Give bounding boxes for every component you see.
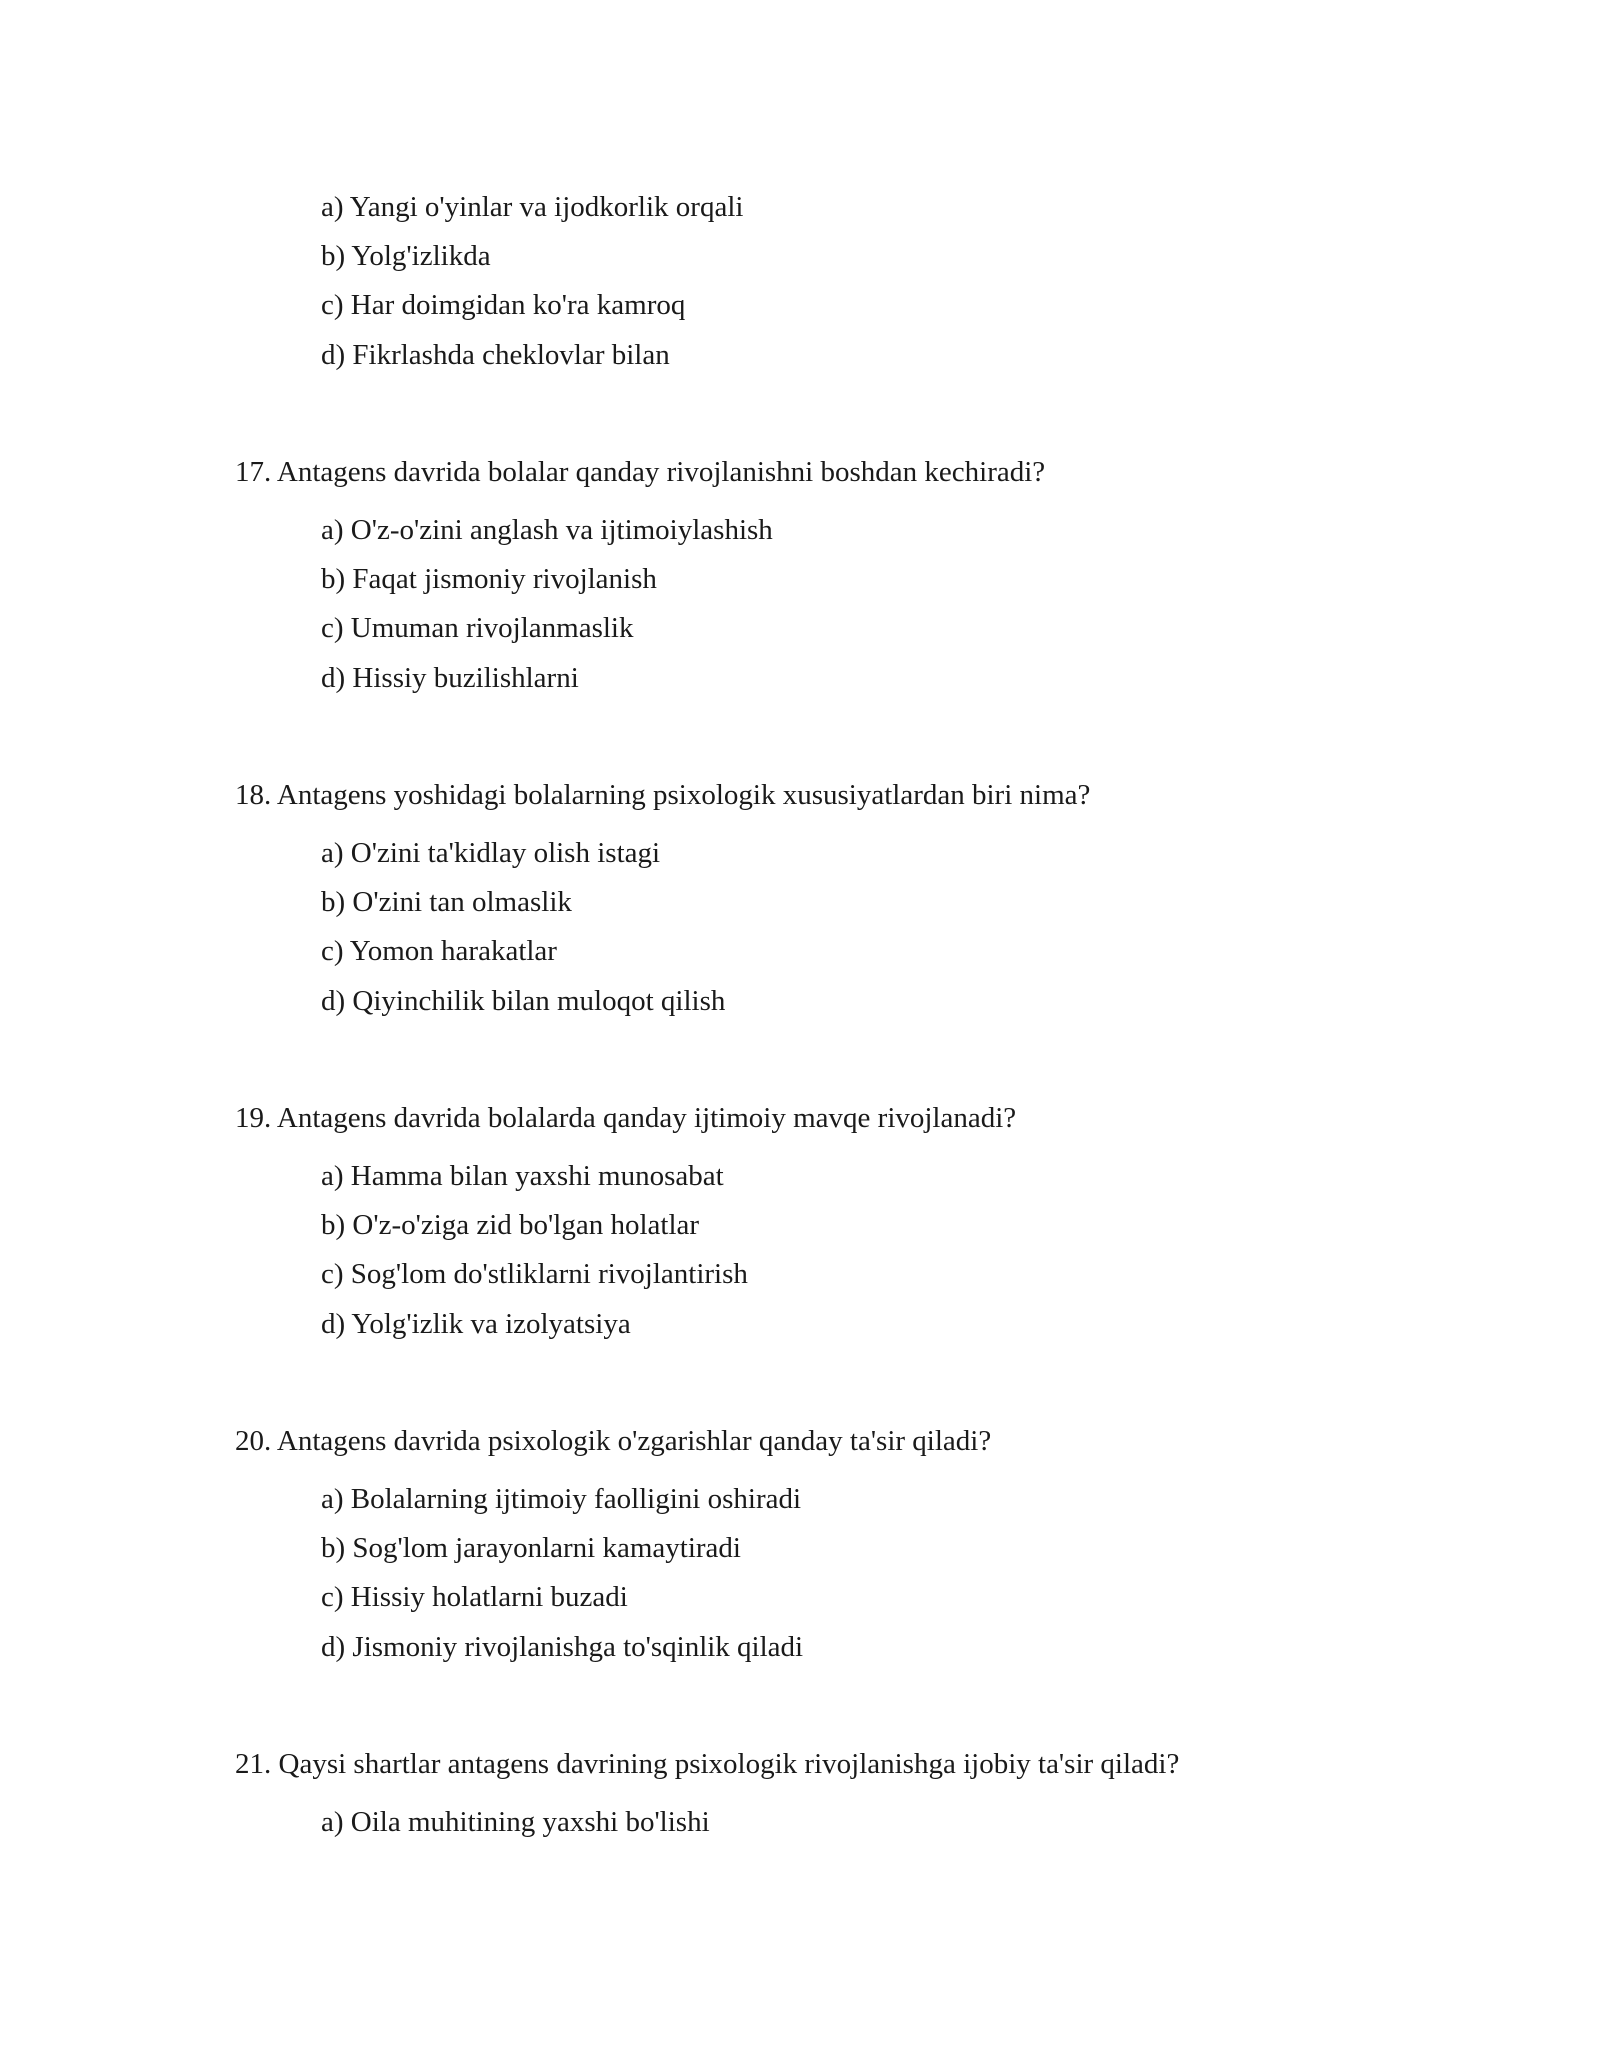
question-text: 21. Qaysi shartlar antagens davrining psixologik rivojlanishga ijobiy ta'sir qiladi? [235,1748,1180,1780]
option-text: d) Hissiy buzilishlarni [321,662,579,694]
option-text: d) Jismoniy rivojlanishga to'sqinlik qiladi [321,1631,804,1663]
option-text: a) Bolalarning ijtimoiy faolligini oshiradi [321,1483,802,1515]
option-text: d) Yolg'izlik va izolyatsiya [321,1308,631,1340]
option-text: b) O'zini tan olmaslik [321,886,572,918]
option-text: d) Qiyinchilik bilan muloqot qilish [321,985,726,1017]
option-text: a) Oila muhitining yaxshi bo'lishi [321,1806,710,1838]
option-text: a) O'z-o'zini anglash va ijtimoiylashish [321,514,773,546]
option-text: b) Faqat jismoniy rivojlanish [321,563,657,595]
question-text: 18. Antagens yoshidagi bolalarning psixologik xususiyatlardan biri nima? [235,779,1091,811]
option-text: b) O'z-o'ziga zid bo'lgan holatlar [321,1209,700,1241]
option-text: c) Hissiy holatlarni buzadi [321,1581,628,1613]
question-text: 17. Antagens davrida bolalar qanday rivojlanishni boshdan kechiradi? [235,456,1046,488]
option-text: c) Yomon harakatlar [321,935,557,967]
option-text: c) Har doimgidan ko'ra kamroq [321,289,686,321]
option-text: c) Sog'lom do'stliklarni rivojlantirish [321,1258,748,1290]
question-text: 20. Antagens davrida psixologik o'zgarishlar qanday ta'sir qiladi? [235,1425,992,1457]
option-text: a) O'zini ta'kidlay olish istagi [321,837,661,869]
option-text: b) Sog'lom jarayonlarni kamaytiradi [321,1532,741,1564]
option-text: c) Umuman rivojlanmaslik [321,612,634,644]
option-text: b) Yolg'izlikda [321,240,491,272]
option-text: d) Fikrlashda cheklovlar bilan [321,339,670,371]
option-text: a) Yangi o'yinlar va ijodkorlik orqali [321,191,744,223]
option-text: a) Hamma bilan yaxshi munosabat [321,1160,724,1192]
question-text: 19. Antagens davrida bolalarda qanday ijtimoiy mavqe rivojlanadi? [235,1102,1017,1134]
